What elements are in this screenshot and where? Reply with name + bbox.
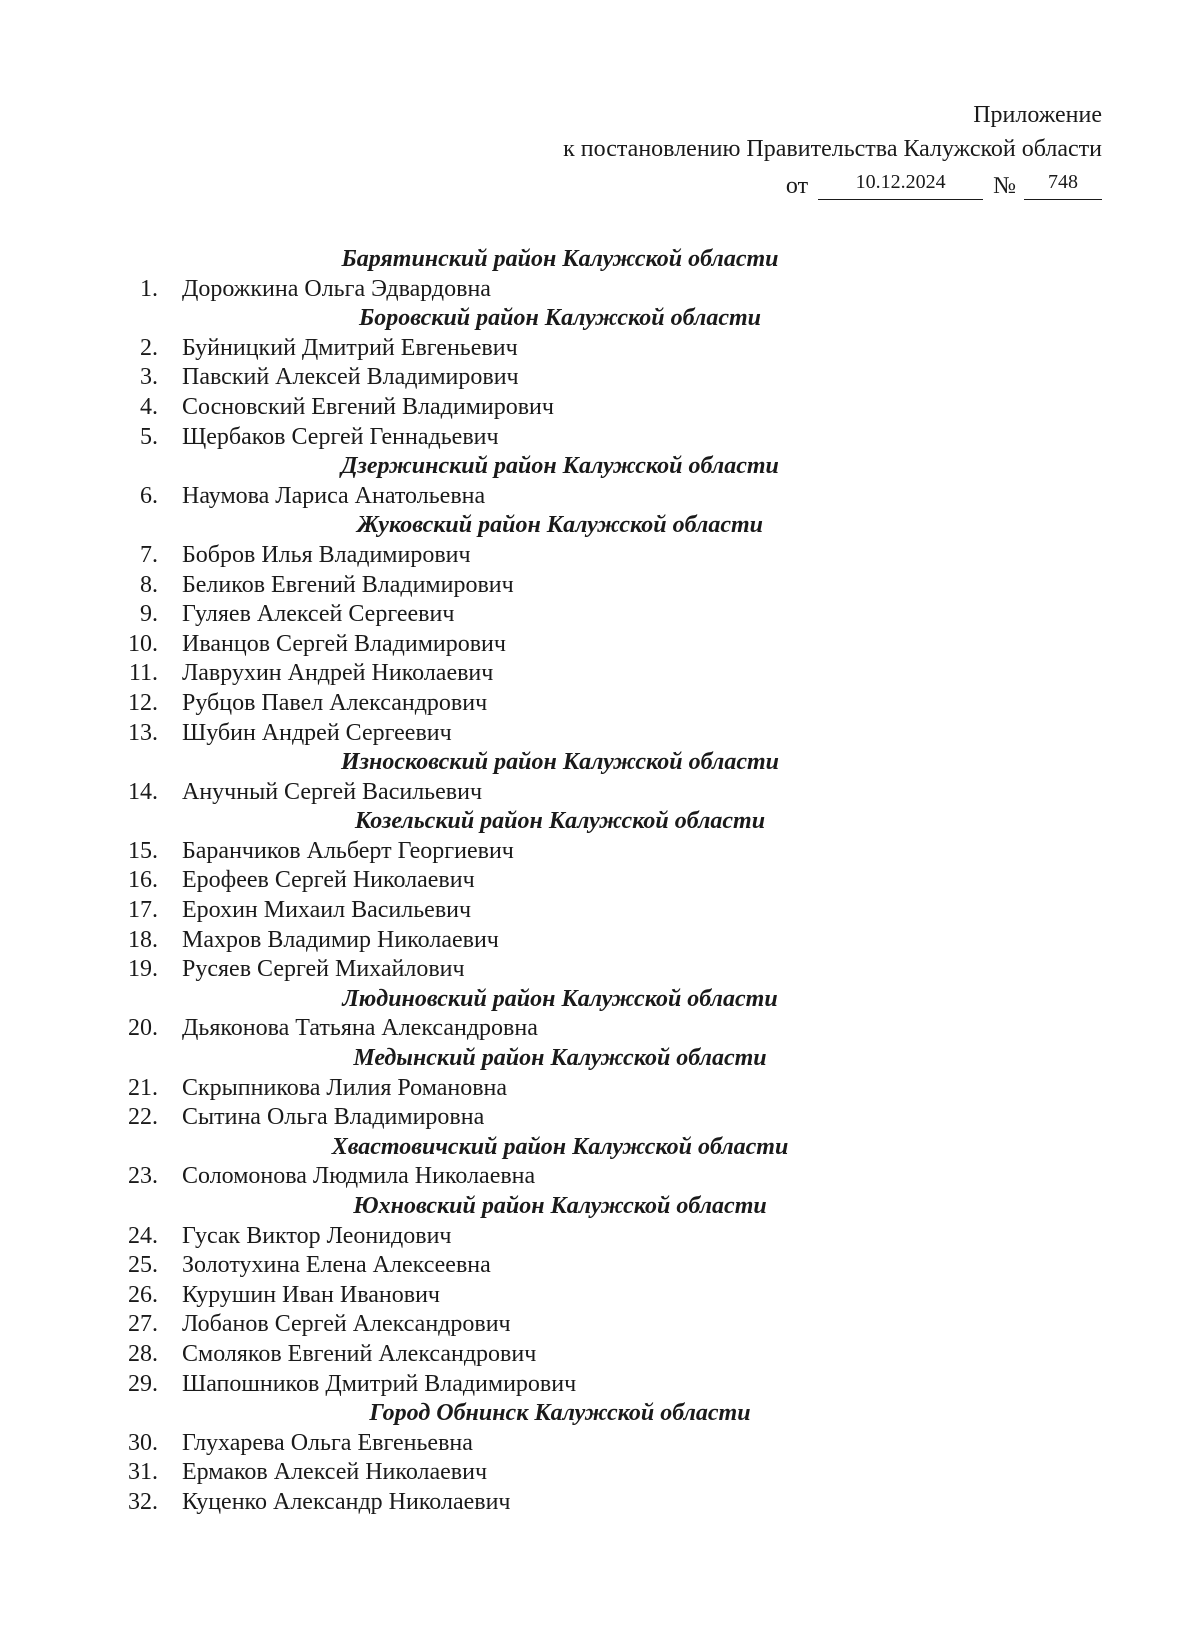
list-item [0, 719, 1200, 749]
person-name: Иванцов Сергей Владимирович [182, 630, 506, 657]
person-name: Смоляков Евгений Александрович [182, 1340, 537, 1367]
person-name: Махров Владимир Николаевич [182, 926, 499, 953]
list-item [0, 1014, 1200, 1044]
list-item [0, 1222, 1200, 1252]
list-item [0, 866, 1200, 896]
person-name: Анучный Сергей Васильевич [182, 778, 483, 805]
resolution-dateline [786, 171, 1102, 200]
person-name: Русяев Сергей Михайлович [182, 956, 465, 983]
item-number: 30. [128, 1429, 158, 1456]
item-number: 16. [128, 867, 158, 894]
person-name: Соломонова Людмила Николаевна [182, 1163, 536, 1190]
item-number: 28. [128, 1340, 158, 1367]
list-item [0, 363, 1200, 393]
section-title: Юхновский район Калужской области [353, 1193, 767, 1219]
person-name: Лобанов Сергей Александрович [182, 1311, 511, 1338]
item-number: 21. [128, 1074, 158, 1101]
person-name: Ермаков Алексей Николаевич [182, 1459, 488, 1486]
section-title: Людиновский район Калужской области [342, 985, 778, 1012]
person-name: Рубцов Павел Александрович [182, 689, 488, 716]
section-title: Козельский район Калужской области [354, 808, 766, 835]
person-name: Курушин Иван Иванович [182, 1281, 440, 1308]
person-name: Гусак Виктор Леонидович [182, 1222, 452, 1249]
item-number: 18. [128, 926, 158, 953]
person-name: Скрыпникова Лилия Романовна [182, 1074, 508, 1101]
list-item [0, 1251, 1200, 1281]
list-item [0, 275, 1200, 305]
item-number: 32. [128, 1488, 158, 1515]
list-item [0, 1103, 1200, 1133]
list-item [0, 1162, 1200, 1192]
section-title: Барятинский район Калужской области [341, 246, 779, 272]
person-name: Гуляев Алексей Сергеевич [182, 601, 455, 628]
item-number: 23. [128, 1163, 158, 1190]
list-item [0, 423, 1200, 453]
person-name: Наумова Лариса Анатольевна [182, 482, 486, 509]
item-number: 25. [128, 1252, 158, 1279]
from-label: от [785, 173, 809, 199]
list-item [0, 689, 1200, 719]
item-number: 13. [128, 719, 158, 746]
person-name: Ерофеев Сергей Николаевич [182, 867, 475, 894]
item-number: 19. [128, 956, 158, 983]
item-number: 12. [128, 689, 158, 716]
list-item [0, 1310, 1200, 1340]
person-name: Глухарева Ольга Евгеньевна [182, 1429, 473, 1456]
person-name: Дьяконова Татьяна Александровна [182, 1015, 538, 1042]
list-item [0, 541, 1200, 571]
section-title: Медынский район Калужской области [353, 1045, 767, 1072]
section-title: Износковский район Калужской области [340, 749, 780, 776]
item-number: 6. [140, 482, 158, 509]
list-item [0, 1429, 1200, 1459]
person-name: Сосновский Евгений Владимирович [182, 393, 554, 420]
document-header [563, 98, 1102, 166]
item-number: 5. [140, 423, 158, 450]
person-name: Шапошников Дмитрий Владимирович [182, 1370, 577, 1397]
list-item [0, 659, 1200, 689]
list-item [0, 1281, 1200, 1311]
number-label: № [993, 173, 1016, 199]
list-item [0, 393, 1200, 423]
person-name: Шубин Андрей Сергеевич [182, 719, 452, 746]
resolution-number: 748 [1024, 171, 1102, 200]
person-name: Баранчиков Альберт Георгиевич [182, 837, 514, 864]
section-title: Жуковский район Калужской области [356, 512, 763, 539]
item-number: 14. [128, 778, 158, 805]
list-item [0, 1074, 1200, 1104]
item-number: 1. [140, 275, 158, 302]
item-number: 31. [128, 1459, 158, 1486]
person-name: Щербаков Сергей Геннадьевич [182, 423, 499, 450]
item-number: 29. [128, 1370, 158, 1397]
person-name: Буйницкий Дмитрий Евгеньевич [182, 334, 518, 361]
item-number: 8. [140, 571, 158, 598]
list-item [0, 630, 1200, 660]
person-name: Сытина Ольга Владимировна [182, 1104, 485, 1131]
person-name: Лаврухин Андрей Николаевич [182, 660, 494, 687]
person-name: Ерохин Михаил Васильевич [182, 897, 472, 924]
section-title: Город Обнинск Калужской области [369, 1400, 751, 1427]
item-number: 10. [128, 630, 158, 657]
person-name: Павский Алексей Владимирович [182, 364, 519, 391]
person-name: Бобров Илья Владимирович [182, 541, 471, 568]
list-item [0, 896, 1200, 926]
list-item [0, 571, 1200, 601]
item-number: 27. [128, 1311, 158, 1338]
resolution-date: 10.12.2024 [818, 171, 983, 200]
item-number: 22. [128, 1104, 158, 1131]
item-number: 4. [140, 393, 158, 420]
list-item [0, 334, 1200, 364]
person-name: Куценко Александр Николаевич [182, 1488, 511, 1515]
item-number: 20. [128, 1015, 158, 1042]
list-item [0, 1488, 1200, 1518]
item-number: 3. [140, 364, 158, 391]
resolution-reference: к постановлению Правительства Калужской области [563, 136, 1102, 162]
item-number: 24. [128, 1222, 158, 1249]
appendix-label: Приложение [973, 102, 1102, 128]
item-number: 11. [128, 660, 158, 687]
appointees-list [0, 245, 1200, 1518]
list-item [0, 837, 1200, 867]
list-item [0, 1370, 1200, 1400]
item-number: 15. [128, 837, 158, 864]
person-name: Дорожкина Ольга Эдвардовна [182, 275, 491, 302]
item-number: 9. [140, 601, 158, 628]
item-number: 17. [128, 897, 158, 924]
item-number: 7. [140, 541, 158, 568]
list-item [0, 778, 1200, 808]
section-title: Дзержинский район Калужской области [341, 453, 779, 480]
item-number: 26. [128, 1281, 158, 1308]
list-item [0, 600, 1200, 630]
section-title: Боровский район Калужской области [358, 305, 762, 332]
list-item [0, 1458, 1200, 1488]
list-item [0, 955, 1200, 985]
person-name: Золотухина Елена Алексеевна [182, 1252, 491, 1279]
section-title: Хвастовичский район Калужской области [331, 1133, 789, 1160]
list-item [0, 482, 1200, 512]
list-item [0, 1340, 1200, 1370]
list-item [0, 926, 1200, 956]
item-number: 2. [140, 334, 158, 361]
person-name: Беликов Евгений Владимирович [182, 571, 514, 598]
